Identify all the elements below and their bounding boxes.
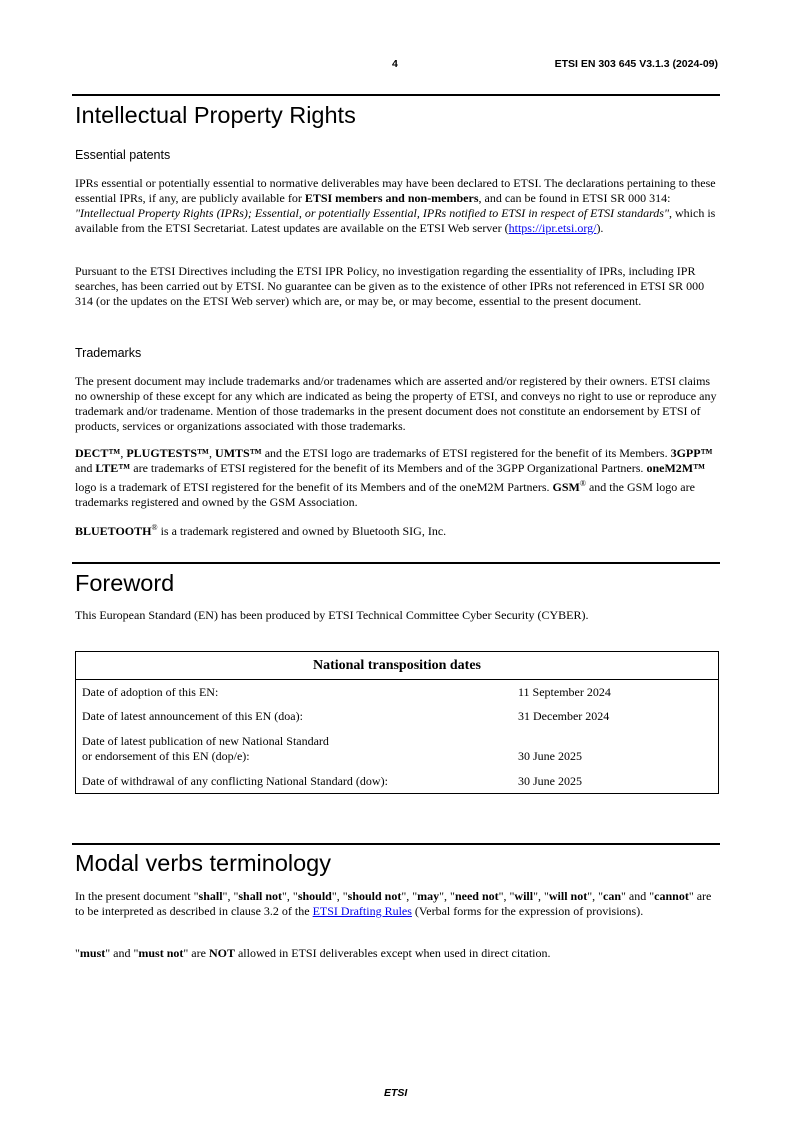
drafting-rules-link[interactable]: ETSI Drafting Rules: [312, 904, 412, 918]
paragraph-must: "must" and "must not" are NOT allowed in ETSI deliverables except when used in direct citation.: [75, 946, 551, 960]
table-title: National transposition dates: [76, 652, 719, 680]
row-label: Date of adoption of this EN:: [76, 680, 509, 705]
ipr-link[interactable]: https://ipr.etsi.org/: [508, 221, 597, 235]
transposition-dates-table: [75, 651, 719, 794]
paragraph-bluetooth: BLUETOOTH® is a trademark registered and owned by Bluetooth SIG, Inc.: [75, 523, 447, 538]
row-value: 11 September 2024: [508, 680, 719, 705]
section-title-ipr: Intellectual Property Rights: [75, 102, 356, 128]
row-label: Date of latest publication of new National Standard or endorsement of this EN (dop/e):: [76, 728, 509, 769]
table-row: [76, 680, 719, 705]
paragraph-foreword: This European Standard (EN) has been produced by ETSI Technical Committee Cyber Security (CYBER).: [75, 608, 589, 622]
footer-etsi: ETSI: [384, 1087, 408, 1099]
row-value: 30 June 2025: [508, 728, 719, 769]
paragraph-ipr-policy: Pursuant to the ETSI Directives including the ETSI IPR Policy, no investigation regarding the essentiality of IPRs, including IPR searches, has been carried out by ETSI. No guarantee can be given as to the existence of other IPRs not referenced in ETSI SR 000 314 (or the updates on the ETSI Web server) which are, or may be, or may become, essential to the present document.: [75, 264, 705, 308]
table-row: [76, 704, 719, 728]
table-row: [76, 769, 719, 794]
subheading-trademarks: Trademarks: [75, 346, 142, 360]
subheading-essential-patents: Essential patents: [75, 148, 171, 162]
section-rule: [72, 562, 720, 564]
section-title-foreword: Foreword: [75, 570, 175, 596]
section-rule: [72, 843, 720, 845]
paragraph-trademarks: The present document may include trademarks and/or tradenames which are asserted and/or registered by their owners. ETSI claims no ownership of these except for any which are indicated as being the property of ETSI, and conveys no right to use or reproduce any trademark and/or tradename. Mention of those trademarks in the present document does not constitute an endorsement by ETSI of products, services or organizations associated with those trademarks.: [75, 374, 717, 433]
page-number: 4: [392, 58, 398, 70]
table-row: [76, 728, 719, 769]
paragraph-etsi-trademarks: DECT™, PLUGTESTS™, UMTS™ and the ETSI logo are trademarks of ETSI registered for the benefit of its Members. 3GPP™ and LTE™ are trademarks of ETSI registered for the benefit of its Members and of the 3GPP Organizational Partners. oneM2M™ logo is a trademark of ETSI registered for the benefit of its Members and of the oneM2M Partners. GSM® and the GSM logo are trademarks registered and owned by the GSM Association.: [75, 446, 713, 509]
row-value: 30 June 2025: [508, 769, 719, 794]
row-label: Date of latest announcement of this EN (doa):: [76, 704, 509, 728]
document-id: ETSI EN 303 645 V3.1.3 (2024-09): [554, 58, 718, 70]
section-title-modal-verbs: Modal verbs terminology: [75, 850, 331, 876]
section-rule: [72, 94, 720, 96]
paragraph-modal-verbs: In the present document "shall", "shall not", "should", "should not", "may", "need not", "will", "will not", "can" and "cannot" are to be interpreted as described in clause 3.2 of the ETSI Drafting Rules (Verbal forms for the expression of provisions).: [75, 889, 712, 918]
row-label: Date of withdrawal of any conflicting National Standard (dow):: [76, 769, 509, 794]
paragraph-essential-patents: IPRs essential or potentially essential to normative deliverables may have been declared to ETSI. The declarations pertaining to these essential IPRs, if any, are publicly available for ETSI members and non-members, and can be found in ETSI SR 000 314: "Intellectual Property Rights (IPRs); Essential, or potentially Essential, IPRs notified to ETSI in respect of ETSI standards", which is available from the ETSI Secretariat. Latest updates are available on the ETSI Web server (https://ipr.etsi.org/).: [75, 176, 716, 235]
row-value: 31 December 2024: [508, 704, 719, 728]
